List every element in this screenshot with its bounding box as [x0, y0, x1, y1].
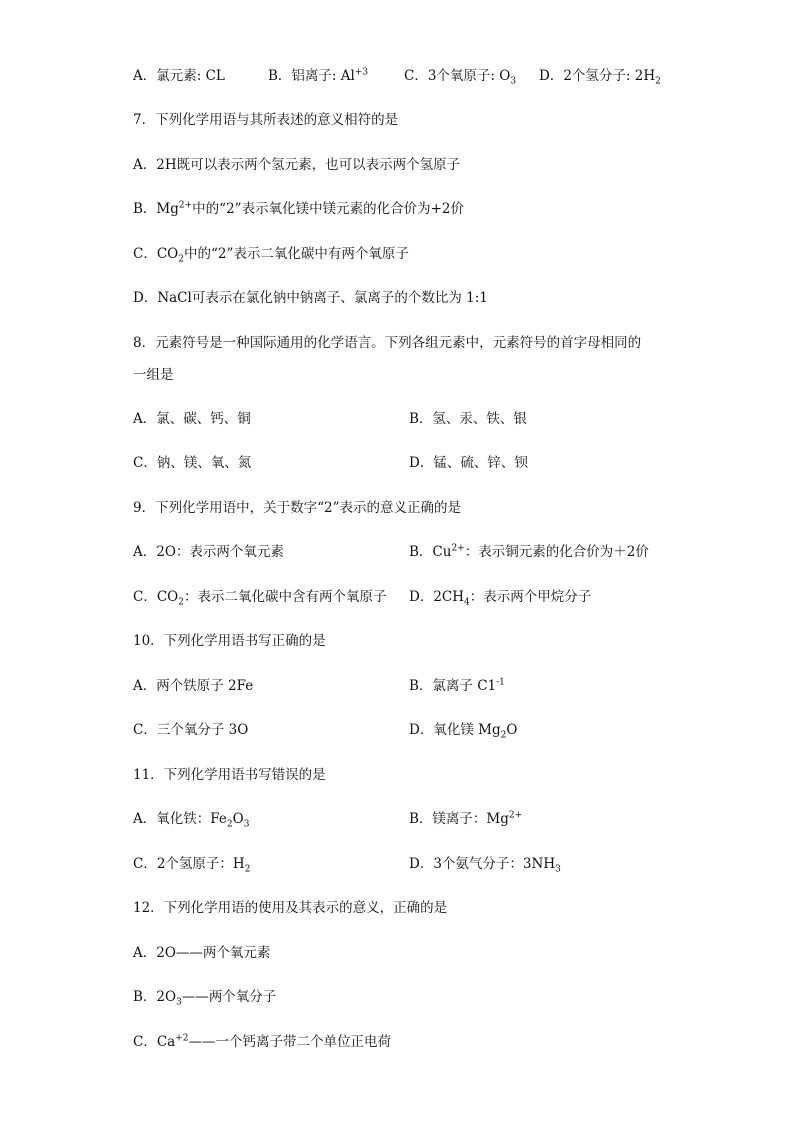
q7-option-d: D．NaCl可表示在氯化钠中钠离子、氯离子的个数比为 1:1 — [133, 290, 488, 306]
q8-option-d: D．锰、硫、锌、钡 — [409, 455, 528, 471]
q9-option-a: A．2O：表示两个氧元素 — [133, 544, 284, 560]
q8-option-c: C．钠、镁、氧、氮 — [133, 455, 252, 471]
q11-option-a: A．氧化铁：$Fe_2O_3$ — [133, 811, 250, 830]
q6-option-c: C．3个氧原子: $O_3$ — [404, 68, 517, 87]
q12-option-c: C．$Ca^{+2}——$一个钙离子带二个单位正电荷 — [133, 1033, 391, 1050]
q11-option-d: D．3个氨气分子：$3NH_3$ — [409, 856, 561, 875]
q10-option-d: D．氧化镁 $Mg_2O$ — [409, 722, 518, 741]
q8-stem-line1: 8．元素符号是一种国际通用的化学语言。下列各组元素中，元素符号的首字母相同的 — [133, 335, 642, 351]
q11-option-b: B．镁离子：$Mg^{2+}$ — [409, 810, 523, 827]
q12-option-a: A．2O——两个氧元素 — [133, 945, 271, 961]
q12-stem: 12．下列化学用语的使用及其表示的意义，正确的是 — [133, 900, 448, 916]
q9-stem: 9．下列化学用语中，关于数字“2”表示的意义正确的是 — [133, 500, 461, 516]
q10-stem: 10．下列化学用语书写正确的是 — [133, 633, 326, 649]
q10-option-b: B．氯离子 $C1^{-1}$ — [409, 677, 505, 694]
q8-stem-line2: 一组是 — [133, 367, 174, 383]
q8-option-a: A．氯、碳、钙、铜 — [133, 411, 251, 427]
q6-option-d: D．2个氢分子: $2H_2$ — [539, 68, 661, 87]
q9-option-b: B．$Cu^{2+}$：表示铜元素的化合价为＋2价 — [409, 543, 649, 560]
q11-stem: 11．下列化学用语书写错误的是 — [133, 767, 326, 783]
q9-option-d: D．$2CH_4$：表示两个甲烷分子 — [409, 589, 592, 608]
q10-option-c: C．三个氧分子 3O — [133, 722, 249, 738]
q10-option-a: A．两个铁原子 2Fe — [133, 678, 254, 694]
q11-option-c: C．2个氢原子：$H_2$ — [133, 856, 251, 875]
q12-option-b: B．$2O_3——$两个氧分子 — [133, 989, 277, 1008]
q7-option-b: B．$Mg^{2+}$中的“2”表示氧化镁中镁元素的化合价为+2价 — [133, 200, 464, 217]
q6-option-a: A．氯元素: CL — [133, 68, 225, 84]
q6-option-b: B．铝离子: $Al^{+3}$ — [268, 67, 369, 84]
q7-option-c: C．$CO_2$中的“2”表示二氧化碳中有两个氧原子 — [133, 246, 409, 265]
q8-option-b: B．氢、汞、铁、银 — [409, 411, 527, 427]
q7-option-a: A．2H既可以表示两个氢元素，也可以表示两个氢原子 — [133, 157, 461, 173]
q9-option-c: C．$CO_2$：表示二氧化碳中含有两个氧原子 — [133, 589, 387, 608]
q7-stem: 7．下列化学用语与其所表述的意义相符的是 — [133, 112, 399, 128]
